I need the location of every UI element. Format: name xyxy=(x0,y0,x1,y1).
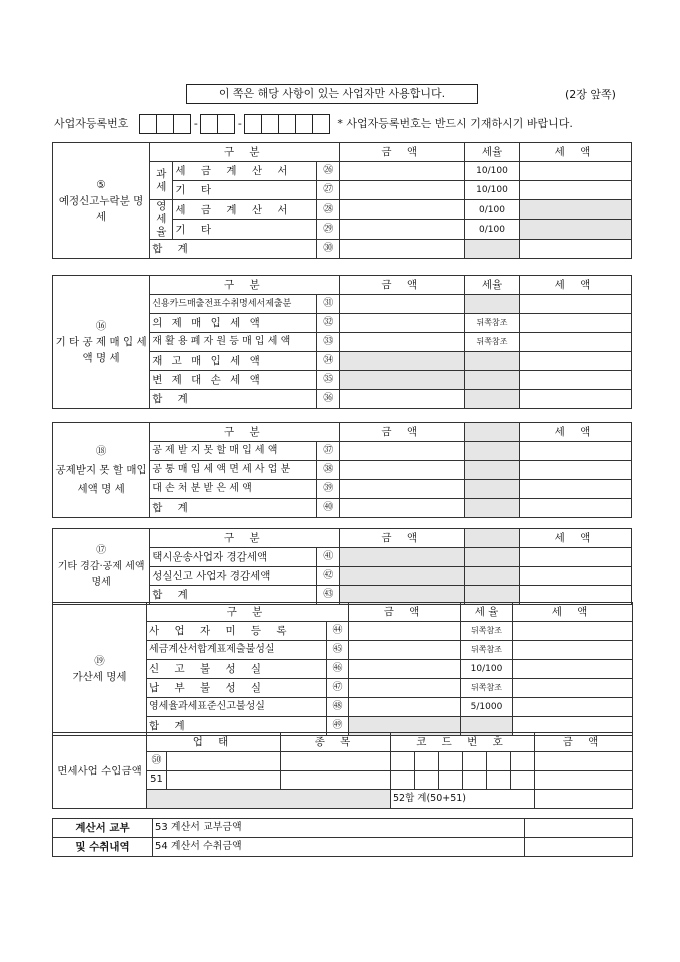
section-title: ⑰ 기타 경감·공제 세액 명세 xyxy=(53,529,150,605)
col-header-tax: 세 액 xyxy=(519,143,631,162)
amount-cell[interactable] xyxy=(349,641,461,660)
yeongse-label: 영세율 xyxy=(150,200,173,240)
tax-cell[interactable] xyxy=(519,480,631,499)
biz-digit-box[interactable] xyxy=(278,114,296,134)
row-label: 영세율과세표준신고불성실 xyxy=(147,698,327,717)
rate-cell-shaded xyxy=(465,295,520,314)
total-label: 52합 계(50+51) xyxy=(391,790,535,809)
section-title: 면세사업 수입금액 xyxy=(53,733,147,809)
amount-cell[interactable] xyxy=(535,790,633,809)
tax-cell[interactable] xyxy=(519,352,631,371)
amount-cell-shaded xyxy=(340,352,465,371)
row-label: 재 활 용 폐 자 원 등 매 입 세 액 xyxy=(150,333,317,352)
amount-cell[interactable] xyxy=(535,771,633,790)
row-number: ㊽ xyxy=(327,698,349,717)
row-number: ㉞ xyxy=(317,352,340,371)
rate-cell: 10/100 xyxy=(461,660,513,679)
row-number: ㊲ xyxy=(317,442,340,461)
rate-cell: 5/1000 xyxy=(461,698,513,717)
page-info: (2장 앞쪽) xyxy=(565,88,616,101)
rate-cell-shaded xyxy=(465,529,520,548)
amount-cell[interactable] xyxy=(340,480,465,499)
rate-cell-shaded xyxy=(465,352,520,371)
tax-cell[interactable] xyxy=(519,390,631,409)
amount-cell[interactable] xyxy=(349,622,461,641)
tax-cell[interactable] xyxy=(519,162,631,181)
row-label: 변 제 대 손 세 액 xyxy=(150,371,317,390)
col-header-amount: 금 액 xyxy=(340,529,465,548)
amount-cell[interactable] xyxy=(349,660,461,679)
row-number: ㊷ xyxy=(317,567,340,586)
total-label: 합 계 xyxy=(150,499,317,518)
rate-ref: 뒤쪽참조 xyxy=(461,679,513,698)
code-digit[interactable] xyxy=(415,771,439,790)
amount-cell[interactable] xyxy=(340,390,465,409)
total-label: 합 계 xyxy=(147,717,327,736)
amount-cell[interactable] xyxy=(340,499,465,518)
row-number: ㊸ xyxy=(317,586,340,605)
amount-cell[interactable] xyxy=(340,333,465,352)
row-label: 재 고 매 입 세 액 xyxy=(150,352,317,371)
col-header-amount: 금 액 xyxy=(340,276,465,295)
rate-ref: 뒤쪽참조 xyxy=(461,622,513,641)
total-label: 합 계 xyxy=(150,240,317,259)
section-title: ⑤ 예정신고누락분 명 세 xyxy=(53,143,150,259)
amount-cell[interactable] xyxy=(340,162,465,181)
row-number: ㊼ xyxy=(327,679,349,698)
amount-cell[interactable] xyxy=(340,461,465,480)
penalty-table xyxy=(52,602,633,736)
biz-digit-box[interactable] xyxy=(244,114,262,134)
tax-cell[interactable] xyxy=(513,622,633,641)
col-header-tax: 세 액 xyxy=(519,529,631,548)
code-digit[interactable] xyxy=(511,752,535,771)
row-number: ㊳ xyxy=(317,461,340,480)
tax-cell[interactable] xyxy=(513,698,633,717)
tax-cell[interactable] xyxy=(519,240,631,259)
row-number: ㊶ xyxy=(317,548,340,567)
col-header-jongmok: 종 목 xyxy=(281,733,391,752)
unreported-preliminary-table xyxy=(52,142,632,259)
row-number: ㊺ xyxy=(327,641,349,660)
section-title: ⑯ 기 타 공 제 매 입 세 액 명 세 xyxy=(53,276,150,409)
col-header-gubun: 구 분 xyxy=(150,276,340,295)
col-header-rate: 세율 xyxy=(465,276,520,295)
amount-cell[interactable] xyxy=(340,240,465,259)
tax-cell[interactable] xyxy=(519,371,631,390)
rate-cell-shaded xyxy=(465,390,520,409)
row-number: ㊾ xyxy=(327,717,349,736)
rate-ref: 뒤쪽참조 xyxy=(465,333,520,352)
upte-cell[interactable] xyxy=(167,771,281,790)
rate-cell-shaded xyxy=(465,240,520,259)
tax-cell[interactable] xyxy=(519,548,631,567)
code-digit[interactable] xyxy=(439,771,463,790)
code-digit[interactable] xyxy=(463,771,487,790)
row-number: ㉘ xyxy=(317,200,340,220)
row-label: 공 제 받 지 못 할 매 입 세 액 xyxy=(150,442,317,461)
tax-cell[interactable] xyxy=(519,567,631,586)
biz-separator: - xyxy=(237,117,242,130)
rate-cell-shaded xyxy=(465,442,520,461)
tax-cell[interactable] xyxy=(513,679,633,698)
row-number: ㊿ xyxy=(147,752,167,771)
tax-cell[interactable] xyxy=(519,442,631,461)
business-number-note: * 사업자등록번호는 반드시 기재하시기 바랍니다. xyxy=(337,117,573,130)
jongmok-cell[interactable] xyxy=(281,771,391,790)
row-number: ㉗ xyxy=(317,181,340,200)
rate-cell-shaded xyxy=(465,499,520,518)
row-label: 기 타 xyxy=(173,181,317,200)
rate-cell: 10/100 xyxy=(465,162,520,181)
biz-digit-box[interactable] xyxy=(173,114,191,134)
section-title: ⑱ 공제받지 못 할 매입세액 명 세 xyxy=(53,423,150,518)
row-label: 납 부 불 성 실 xyxy=(147,679,327,698)
tax-cell[interactable] xyxy=(513,641,633,660)
biz-digit-box[interactable] xyxy=(295,114,313,134)
col-header-gubun: 구 분 xyxy=(150,423,340,442)
code-digit[interactable] xyxy=(463,752,487,771)
row-label: 세 금 계 산 서 xyxy=(173,200,317,220)
row-label: 53 계산서 교부금액 xyxy=(153,819,525,838)
amount-cell[interactable] xyxy=(525,838,633,857)
tax-cell-shaded xyxy=(519,220,631,240)
code-digit[interactable] xyxy=(511,771,535,790)
rate-ref: 뒤쪽참조 xyxy=(461,641,513,660)
code-digit[interactable] xyxy=(487,752,511,771)
code-digit[interactable] xyxy=(391,771,415,790)
col-header-amount: 금 액 xyxy=(340,143,465,162)
col-header-rate: 세 율 xyxy=(461,603,513,622)
tax-cell[interactable] xyxy=(519,295,631,314)
tax-cell[interactable] xyxy=(519,499,631,518)
col-header-upte: 업 태 xyxy=(147,733,281,752)
business-number-label: 사업자등록번호 xyxy=(54,117,129,130)
row-number: ㊵ xyxy=(317,499,340,518)
row-label: 의 제 매 입 세 액 xyxy=(150,314,317,333)
col-header-gubun: 구 분 xyxy=(150,529,340,548)
col-header-gubun: 구 분 xyxy=(147,603,349,622)
tax-cell[interactable] xyxy=(519,333,631,352)
blank-shaded xyxy=(147,790,391,809)
amount-cell[interactable] xyxy=(340,200,465,220)
row-number: ㊴ xyxy=(317,480,340,499)
amount-cell[interactable] xyxy=(349,679,461,698)
row-label: 54 계산서 수취금액 xyxy=(153,838,525,857)
col-header-amount: 금 액 xyxy=(535,733,633,752)
row-label: 신 고 불 성 실 xyxy=(147,660,327,679)
jongmok-cell[interactable] xyxy=(281,752,391,771)
total-label: 합 계 xyxy=(150,390,317,409)
row-number: ㉛ xyxy=(317,295,340,314)
tax-cell[interactable] xyxy=(519,461,631,480)
row-label: 세금계산서합계표제출불성실 xyxy=(147,641,327,660)
code-digit[interactable] xyxy=(487,771,511,790)
rate-cell: 10/100 xyxy=(465,181,520,200)
col-header-amount: 금 액 xyxy=(349,603,461,622)
col-header-gubun: 구 분 xyxy=(150,143,340,162)
amount-cell[interactable] xyxy=(525,819,633,838)
rate-cell-shaded xyxy=(465,567,520,586)
tax-cell[interactable] xyxy=(519,314,631,333)
non-deductible-table xyxy=(52,422,632,518)
rate-cell: 0/100 xyxy=(465,220,520,240)
other-reduction-table xyxy=(52,528,632,605)
amount-cell[interactable] xyxy=(349,698,461,717)
rate-cell-shaded xyxy=(465,480,520,499)
row-label: 기 타 xyxy=(173,220,317,240)
amount-cell[interactable] xyxy=(340,181,465,200)
rate-cell: 0/100 xyxy=(465,200,520,220)
biz-digit-box[interactable] xyxy=(312,114,330,134)
notice-box: 이 쪽은 해당 사항이 있는 사업자만 사용합니다. xyxy=(186,84,478,104)
biz-digit-box[interactable] xyxy=(156,114,174,134)
row-number: ㉟ xyxy=(317,371,340,390)
business-number-row xyxy=(54,114,573,134)
amount-cell-shaded xyxy=(340,371,465,390)
total-label: 합 계 xyxy=(150,586,317,605)
tax-cell[interactable] xyxy=(519,181,631,200)
gwase-label: 과세 xyxy=(150,162,173,200)
biz-digit-box[interactable] xyxy=(261,114,279,134)
code-digit[interactable] xyxy=(391,752,415,771)
biz-digit-box[interactable] xyxy=(200,114,218,134)
row-number: ㊻ xyxy=(327,660,349,679)
row-number: ㉖ xyxy=(317,162,340,181)
amount-cell-shaded xyxy=(340,548,465,567)
row-label: 사 업 자 미 등 록 xyxy=(147,622,327,641)
rate-cell-shaded xyxy=(465,371,520,390)
invoice-issue-receipt-table xyxy=(52,818,633,857)
col-header-code: 코 드 번 호 xyxy=(391,733,535,752)
section-title: ⑲ 가산세 명세 xyxy=(53,603,147,736)
amount-cell[interactable] xyxy=(340,295,465,314)
amount-cell[interactable] xyxy=(535,752,633,771)
col-header-rate: 세율 xyxy=(465,143,520,162)
amount-cell-shaded xyxy=(340,567,465,586)
tax-cell[interactable] xyxy=(513,660,633,679)
tax-exempt-income-table xyxy=(52,732,633,809)
col-header-tax: 세 액 xyxy=(519,423,631,442)
row-number: ㉙ xyxy=(317,220,340,240)
amount-cell[interactable] xyxy=(340,220,465,240)
rate-cell-shaded xyxy=(465,461,520,480)
row-label: 택시운송사업자 경감세액 xyxy=(150,548,317,567)
tax-cell-shaded xyxy=(519,200,631,220)
row-number: ㉝ xyxy=(317,333,340,352)
col-header-tax: 세 액 xyxy=(519,276,631,295)
code-digit[interactable] xyxy=(439,752,463,771)
upte-cell[interactable] xyxy=(167,752,281,771)
section-title-line1: 계산서 교부 xyxy=(53,819,153,838)
amount-cell[interactable] xyxy=(340,442,465,461)
other-deduction-table xyxy=(52,275,632,409)
code-digit[interactable] xyxy=(415,752,439,771)
row-label: 세 금 계 산 서 xyxy=(173,162,317,181)
rate-cell-shaded xyxy=(465,548,520,567)
row-number: 51 xyxy=(147,771,167,790)
row-label: 공 통 매 입 세 액 면 세 사 업 분 xyxy=(150,461,317,480)
row-number: ㉜ xyxy=(317,314,340,333)
section-title-line2: 및 수취내역 xyxy=(53,838,153,857)
amount-cell[interactable] xyxy=(340,314,465,333)
biz-digit-box[interactable] xyxy=(217,114,235,134)
rate-ref: 뒤쪽참조 xyxy=(465,314,520,333)
row-number: ㊱ xyxy=(317,390,340,409)
biz-separator: - xyxy=(193,117,198,130)
col-header-tax: 세 액 xyxy=(513,603,633,622)
row-label: 성실신고 사업자 경감세액 xyxy=(150,567,317,586)
row-number: ㉚ xyxy=(317,240,340,259)
row-label: 대 손 처 분 받 은 세 액 xyxy=(150,480,317,499)
col-header-amount: 금 액 xyxy=(340,423,465,442)
row-label: 신용카드매출전표수취명세서제출분 xyxy=(150,295,317,314)
rate-cell-shaded xyxy=(465,423,520,442)
biz-digit-box[interactable] xyxy=(139,114,157,134)
row-number: ㊹ xyxy=(327,622,349,641)
